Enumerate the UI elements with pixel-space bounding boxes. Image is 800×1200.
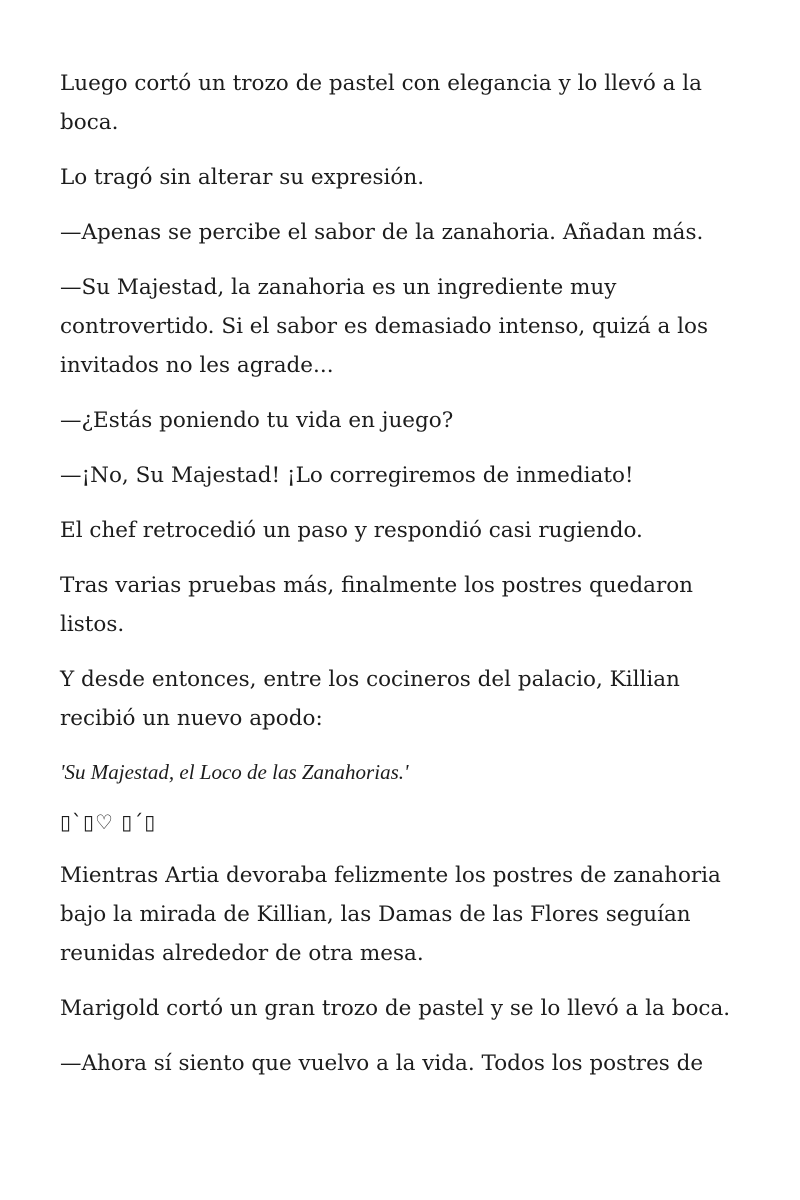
scene-separator: ▯`▯♡ ▯´▯ [60,810,157,834]
dialogue-line: —Apenas se percibe el sabor de la zanahoria. Añadan más. [60,220,704,245]
paragraph: El chef retrocedió un paso y respondió casi rugiendo. [60,518,643,543]
italic-quote: 'Su Majestad, el Loco de las Zanahorias.' [60,760,409,784]
paragraph: Luego cortó un trozo de pastel con elegancia y lo llevó a la boca. [60,71,702,135]
paragraph: Marigold cortó un gran trozo de pastel y se lo llevó a la boca. [60,996,731,1021]
paragraph: Mientras Artia devoraba felizmente los postres de zanahoria bajo la mirada de Killian, las Damas de las Flores seguían reunidas alrededor de otra mesa. [60,863,721,966]
paragraph: Tras varias pruebas más, finalmente los postres quedaron listos. [60,573,694,637]
dialogue-line: —Ahora sí siento que vuelvo a la vida. Todos los postres de [60,1051,704,1076]
paragraph: Lo tragó sin alterar su expresión. [60,165,425,190]
paragraph: Y desde entonces, entre los cocineros del palacio, Killian recibió un nuevo apodo: [60,667,680,731]
dialogue-line: —¡No, Su Majestad! ¡Lo corregiremos de inmediato! [60,463,634,488]
dialogue-line: —¿Estás poniendo tu vida en juego? [60,408,454,433]
dialogue-line: —Su Majestad, la zanahoria es un ingrediente muy controvertido. Si el sabor es demasiado intenso, quizá a los invitados no les agrade... [60,275,709,378]
